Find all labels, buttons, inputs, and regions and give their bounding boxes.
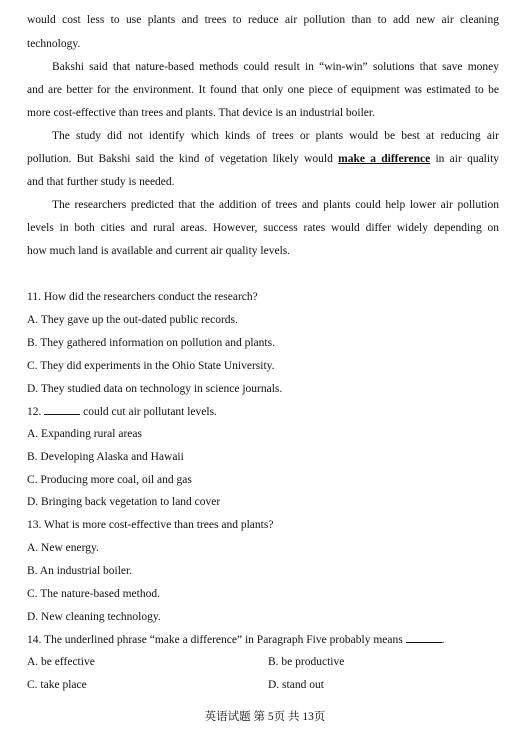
question-13-option-b: B. An industrial boiler. bbox=[27, 565, 133, 577]
question-11-option-a: A. They gave up the out-dated public records. bbox=[27, 314, 238, 326]
passage-line-9: The researchers predicted that the addition of trees and plants could help lower air pollution bbox=[52, 199, 499, 211]
question-14-period: . bbox=[441, 634, 445, 646]
passage-line-2: technology. bbox=[27, 38, 81, 50]
question-13-option-d: D. New cleaning technology. bbox=[27, 611, 161, 623]
underlined-phrase: make a difference bbox=[338, 153, 431, 165]
question-11-option-c: C. They did experiments in the Ohio State University. bbox=[27, 360, 275, 372]
passage-line-5: more cost-effective than trees and plants. That device is an industrial boiler. bbox=[27, 107, 375, 119]
question-13: 13. What is more cost-effective than trees and plants? bbox=[27, 519, 274, 531]
question-14-option-b: B. be productive bbox=[268, 656, 345, 668]
question-12-text: could cut air pollutant levels. bbox=[83, 406, 217, 418]
question-12 bbox=[27, 403, 499, 419]
question-12-option-a: A. Expanding rural areas bbox=[27, 428, 142, 440]
question-13-option-a: A. New energy. bbox=[27, 542, 99, 554]
passage-line-7-end: in air quality bbox=[435, 153, 500, 165]
passage-line-6: The study did not identify which kinds of trees or plants would be best at reducing air bbox=[52, 130, 499, 142]
question-14-option-a: A. be effective bbox=[27, 656, 95, 668]
question-14-text: 14. The underlined phrase “make a difference” in Paragraph Five probably means bbox=[27, 634, 403, 646]
question-13-option-c: C. The nature-based method. bbox=[27, 588, 160, 600]
question-12-number: 12. bbox=[27, 406, 42, 418]
passage-line-10: levels in both cities and rural areas. However, success rates would differ widely depending on bbox=[27, 222, 499, 234]
passage-line-8: and that further study is needed. bbox=[27, 176, 175, 188]
passage-line-7 bbox=[27, 151, 499, 167]
passage-line-1: would cost less to use plants and trees to reduce air pollution than to add new air cleaning bbox=[27, 14, 499, 26]
question-11: 11. How did the researchers conduct the research? bbox=[27, 291, 258, 303]
question-11-option-d: D. They studied data on technology in science journals. bbox=[27, 383, 283, 395]
question-11-option-b: B. They gathered information on pollution and plants. bbox=[27, 337, 275, 349]
question-12-option-d: D. Bringing back vegetation to land cover bbox=[27, 496, 221, 508]
passage-line-7-start: pollution. But Bakshi said the kind of vegetation likely would bbox=[27, 153, 333, 165]
answer-blank bbox=[44, 403, 80, 415]
answer-blank bbox=[406, 631, 442, 643]
page-footer: 英语试题 第 5页 共 13页 bbox=[204, 711, 326, 723]
question-12-option-c: C. Producing more coal, oil and gas bbox=[27, 474, 192, 486]
passage-line-4: and are better for the environment. It found that only one piece of equipment was estimated to be bbox=[27, 84, 499, 96]
question-14-option-c: C. take place bbox=[27, 679, 87, 691]
question-12-option-b: B. Developing Alaska and Hawaii bbox=[27, 451, 184, 463]
passage-line-3: Bakshi said that nature-based methods could result in “win-win” solutions that save money bbox=[52, 61, 499, 73]
question-14-option-d: D. stand out bbox=[268, 679, 324, 691]
passage-line-11: how much land is available and current air quality levels. bbox=[27, 245, 291, 257]
question-14 bbox=[27, 631, 499, 647]
